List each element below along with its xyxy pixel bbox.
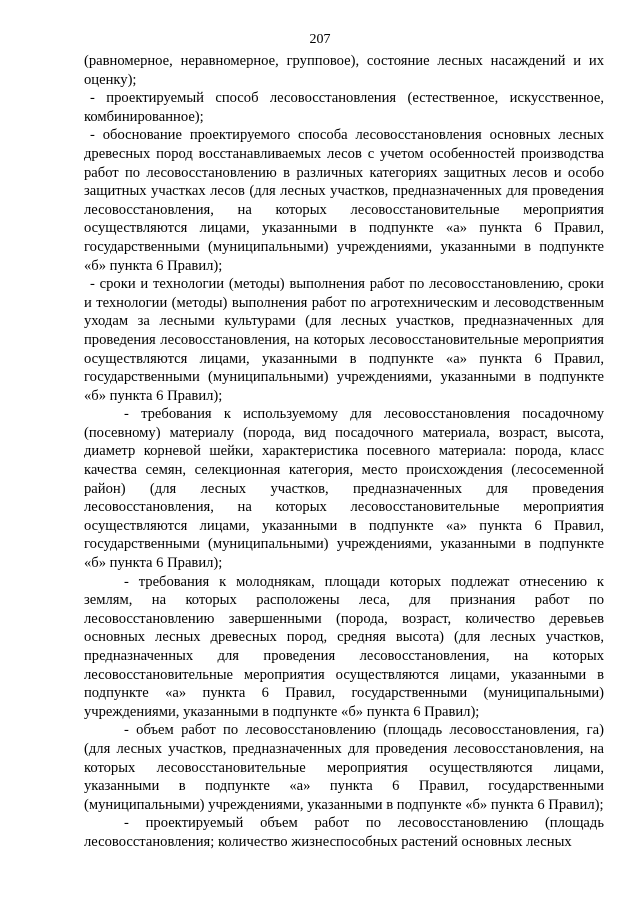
list-item-restoration-method: - проектируемый способ лесовосстановления (естественное, искусственное, комбинированное); [84,90,604,125]
list-item-young-stands: - требования к молоднякам, площади которых подлежат отнесению к землям, на которых расположены леса, для признания работ по лесовосстановлению завершенными (порода, возраст, количество деревьев основных лесных древесных пород, средняя высота) (для лесных участков, предназначенных для проведения лесовосстановления, на которых лесовосстановительные мероприятия осуществляются лицами, указанными в подпункте «а» пункта 6 Правил, государственными (муниципальными) учреждениями, указанными в подпункте «б» пункта 6 Правил); [84,573,604,720]
list-item-planting-material: - требования к используемому для лесовосстановления посадочному (посевному) материалу (порода, вид посадочного материала, возраст, высота, диаметр корневой шейки, характеристика посевного материала: порода, класс качества семян, селекционная категория, место происхождения (лесосеменной район) (для лесных участков, предназначенных для проведения лесовосстановления, на которых лесовосстановительные мероприятия осуществляются лицами, указанными в подпункте «а» пункта 6 Правил, государственными (муниципальными) учреждениями, указанными в подпункте «б» пункта 6 Правил); [84,406,604,572]
list-item-projected-volume: - проектируемый объем работ по лесовосстановлению (площадь лесовосстановления; количество жизнеспособных растений основных лесных [84,815,604,850]
paragraph-continuation: (равномерное, неравномерное, групповое), состояние лесных насаждений и их оценку); [84,53,604,88]
document-body [84,52,604,852]
list-item-timing-technologies: - сроки и технологии (методы) выполнения работ по лесовосстановлению, сроки и технологии (методы) выполнения работ по агротехническим и лесоводственным уходам за лесными культурами (для лесных участков, предназначенных для проведения лесовосстановления, на которых лесовосстановительные мероприятия осуществляются лицами, указанными в подпункте «а» пункта 6 Правил, государственными (муниципальными) учреждениями, указанными в подпункте «б» пункта 6 Правил); [84,276,604,404]
page-number: 207 [309,32,331,47]
list-item-work-volume: - объем работ по лесовосстановлению (площадь лесовосстановления, га) (для лесных участков, предназначенных для проведения лесовосстановления, на которых лесовосстановительные мероприятия осуществляются лицами, указанными в подпункте «а» пункта 6 Правил, государственными (муниципальными) учреждениями, указанными в подпункте «б» пункта 6 Правил); [84,722,604,813]
list-item-method-justification: - обоснование проектируемого способа лесовосстановления основных лесных древесных пород восстанавливаемых лесов с учетом особенностей производства работ по лесовосстановлению в различных категориях защитных лесов и особо защитных участках лесов (для лесных участков, предназначенных для проведения лесовосстановления, на которых лесовосстановительные мероприятия осуществляются лицами, указанными в подпункте «а» пункта 6 Правил, государственными (муниципальными) учреждениями, указанными в подпункте «б» пункта 6 Правил); [84,127,604,274]
